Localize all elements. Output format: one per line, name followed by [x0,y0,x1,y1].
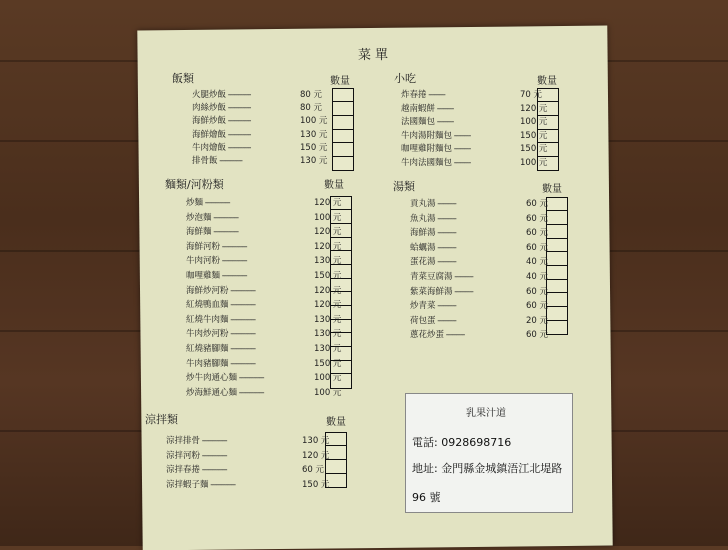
menu-item-name: 牛肉炒河粉 [186,329,229,340]
menu-item-price: 130 元 [314,329,342,340]
menu-item-price: 80 元 [300,103,323,114]
menu-item [410,255,456,267]
menu-item-name: 蛋花湯 [410,257,436,268]
dotted-leader: ------------ [228,300,256,311]
menu-item [401,142,470,154]
menu-item-price: 150 元 [300,142,328,153]
menu-item [186,342,255,354]
dotted-leader: --------- [435,315,456,326]
dotted-leader: --------- [435,242,456,253]
menu-item [192,154,242,166]
shop-address: 地址: 金門縣金城鎮浯江北堤路 [412,462,563,475]
menu-item-price: 130 元 [300,129,328,140]
menu-item-price: 120 元 [314,227,342,238]
dotted-leader: ------------ [237,387,264,398]
shop-address-line2: 96 號 [412,491,441,504]
menu-item [401,115,453,127]
menu-item [166,434,227,446]
menu-item-name: 涼拌蝦子麵 [166,479,209,490]
menu-item [192,128,250,140]
menu-item-price: 150 元 [520,130,548,141]
menu-item-name: 涼拌河粉 [166,450,201,461]
quantity-column-fried_rice [332,89,354,171]
menu-item [186,386,264,398]
dotted-leader: ------------ [237,373,264,384]
quantity-label-noodles: 數量 [324,180,344,191]
menu-item-price: 60 元 [526,330,549,341]
quantity-label-snacks: 數量 [537,76,557,87]
menu-item-price: 60 元 [526,242,549,253]
dotted-leader: -------- [426,90,445,100]
menu-item-price: 120 元 [302,450,330,461]
menu-item [410,226,456,238]
dotted-leader: ------------ [220,241,247,252]
menu-item [186,254,247,266]
menu-item-price: 120 元 [314,241,342,252]
menu-item-name: 火腿炒飯 [192,90,227,100]
menu-item [410,328,464,340]
shop-name: 乳果汁道 [466,408,506,419]
dotted-leader: ------------ [200,450,227,461]
dotted-leader: ------------ [228,344,256,354]
dotted-leader: ----------- [226,90,251,100]
menu-item [192,101,250,113]
menu-item-price: 100 元 [520,117,548,128]
shop-phone: 電話: 0928698716 [412,436,512,449]
menu-item [166,449,227,461]
menu-item [166,463,227,475]
section-heading-fried_rice: 飯類 [172,72,194,85]
menu-item-name: 紅燒牛肉麵 [186,314,229,325]
menu-item-price: 150 元 [314,358,342,369]
shop-info-card [405,393,573,513]
dotted-leader: --------- [435,228,456,239]
dotted-leader: ------------ [228,358,256,369]
menu-item-price: 60 元 [302,465,325,476]
dotted-leader: --------- [435,213,456,224]
menu-item-name: 牛肉河粉 [186,256,221,267]
menu-item [166,478,235,490]
menu-item [186,211,238,223]
menu-item-name: 炸春捲 [401,90,427,100]
menu-item [186,357,255,369]
menu-item [186,313,255,325]
menu-item [186,284,255,296]
menu-item-name: 炒泡麵 [186,212,212,223]
dotted-leader: ------------ [228,314,256,325]
menu-item [410,241,456,253]
menu-item-name: 牛肉豬腳麵 [186,358,229,369]
dotted-leader: ------------ [228,329,256,340]
menu-item-name: 肉絲炒飯 [192,103,227,114]
menu-item-price: 100 元 [300,116,328,127]
dotted-leader: ------------ [228,285,256,296]
menu-item-name: 咖哩雞麵 [186,271,221,281]
menu-item-name: 炒麵 [186,198,204,208]
menu-item-name: 紅燒豬腳麵 [186,344,229,354]
menu-item-price: 130 元 [300,156,328,166]
dotted-leader: ------------ [220,256,247,267]
menu-item-price: 130 元 [314,344,342,354]
menu-item-name: 紫菜海鮮湯 [410,286,453,297]
dotted-leader: --------- [444,330,465,341]
menu-item-name: 涼拌排骨 [166,436,201,446]
menu-item-name: 海鮮燴飯 [192,129,227,140]
menu-item-name: 海鮮炒飯 [192,116,227,127]
menu-item [186,269,247,281]
menu-item [410,197,456,209]
menu-item-name: 蛤蠣湯 [410,242,436,253]
quantity-label-cold: 數量 [326,417,346,428]
menu-item-name: 荷包蛋 [410,315,436,326]
menu-item [186,196,230,208]
menu-item [192,114,250,126]
section-heading-cold: 涼拌類 [145,413,178,426]
dotted-leader: --------- [435,199,456,209]
menu-item-price: 100 元 [314,387,342,398]
menu-item-price: 120 元 [314,300,342,311]
menu-item-name: 排骨飯 [192,156,218,166]
quantity-label-soups: 數量 [542,184,562,195]
menu-item [186,327,255,339]
dotted-leader: ----------- [226,142,251,153]
menu-item [410,270,473,282]
dotted-leader: ----------- [226,116,251,127]
quantity-box[interactable] [332,156,354,171]
dotted-leader: --------- [435,257,456,268]
dotted-leader: ------------ [211,227,239,238]
section-heading-soups: 湯類 [393,180,415,193]
dotted-leader: ----------- [226,129,251,140]
dotted-leader: ------------ [220,271,247,281]
menu-item-price: 60 元 [526,228,549,239]
dotted-leader: --------- [452,286,473,297]
section-heading-snacks: 小吃 [394,72,416,85]
dotted-leader: -------- [435,117,454,128]
dotted-leader: ------------ [200,436,227,446]
menu-item [401,88,445,100]
menu-title: 菜單 [358,48,393,63]
menu-item [401,102,453,114]
menu-item [192,141,250,153]
menu-item-name: 貢丸湯 [410,199,436,209]
menu-item-price: 40 元 [526,272,549,282]
dotted-leader: ------------ [200,465,227,476]
menu-item-price: 150 元 [520,144,548,155]
menu-item-price: 60 元 [526,301,549,312]
menu-item-price: 130 元 [314,256,342,267]
section-heading-noodles: 麵類/河粉類 [165,178,224,191]
menu-item [186,240,247,252]
quantity-box[interactable] [546,320,568,335]
menu-item [410,299,456,311]
dotted-leader: -------- [452,130,471,141]
quantity-column-soups [546,198,568,335]
quantity-label-fried_rice: 數量 [330,76,350,87]
dotted-leader: -------- [435,103,454,114]
menu-item-price: 40 元 [526,257,549,268]
menu-item-price: 60 元 [526,213,549,224]
dotted-leader: ------------ [203,198,230,208]
menu-item-price: 130 元 [302,436,330,446]
menu-item-name: 咖哩雞附麵包 [401,144,453,155]
menu-item-price: 120 元 [520,103,548,114]
menu-item [410,314,456,326]
menu-item [410,212,456,224]
dotted-leader: ----------- [226,103,251,114]
menu-item-name: 海鮮河粉 [186,241,221,252]
menu-item [410,285,473,297]
menu-item [192,88,250,100]
menu-item [401,129,470,141]
menu-item-price: 80 元 [300,90,323,100]
menu-item-name: 海鮮湯 [410,228,436,239]
menu-item-price: 20 元 [526,315,549,326]
menu-item-price: 100 元 [314,212,342,223]
menu-item-name: 紅燒鴨血麵 [186,300,229,311]
menu-item-name: 蔥花炒蛋 [410,330,445,341]
menu-item-name: 炒牛肉通心麵 [186,373,238,384]
menu-item [186,298,255,310]
menu-item-price: 150 元 [302,479,330,490]
menu-item-price: 120 元 [314,198,342,208]
menu-item-name: 海鮮炒河粉 [186,285,229,296]
menu-item-name: 牛肉湯附麵包 [401,130,453,141]
menu-item-price: 130 元 [314,314,342,325]
menu-item-name: 牛肉燴飯 [192,142,227,153]
dotted-leader: ------------ [211,212,239,223]
menu-item-price: 60 元 [526,199,549,209]
dotted-leader: --------- [452,272,473,282]
dotted-leader: --------- [435,301,456,312]
menu-item-name: 魚丸湯 [410,213,436,224]
menu-item [401,156,470,168]
menu-item-name: 涼拌春捲 [166,465,201,476]
menu-item-name: 炒海鮮通心麵 [186,387,238,398]
menu-item-price: 120 元 [314,285,342,296]
menu-item-name: 炒青菜 [410,301,436,312]
menu-item-name: 青菜豆腐湯 [410,272,453,282]
dotted-leader: ------------ [208,479,236,490]
menu-item-name: 法國麵包 [401,117,436,128]
menu-item-price: 100 元 [314,373,342,384]
dotted-leader: ----------- [217,156,242,166]
menu-item-price: 70 元 [520,90,543,100]
dotted-leader: -------- [452,144,471,155]
menu-item-name: 牛肉法國麵包 [401,158,453,168]
menu-item-price: 150 元 [314,271,342,281]
menu-item-price: 100 元 [520,158,548,168]
menu-item-name: 越南蝦餅 [401,103,436,114]
menu-item [186,371,264,383]
menu-item [186,225,238,237]
dotted-leader: -------- [452,158,471,168]
menu-item-name: 海鮮麵 [186,227,212,238]
menu-item-price: 60 元 [526,286,549,297]
